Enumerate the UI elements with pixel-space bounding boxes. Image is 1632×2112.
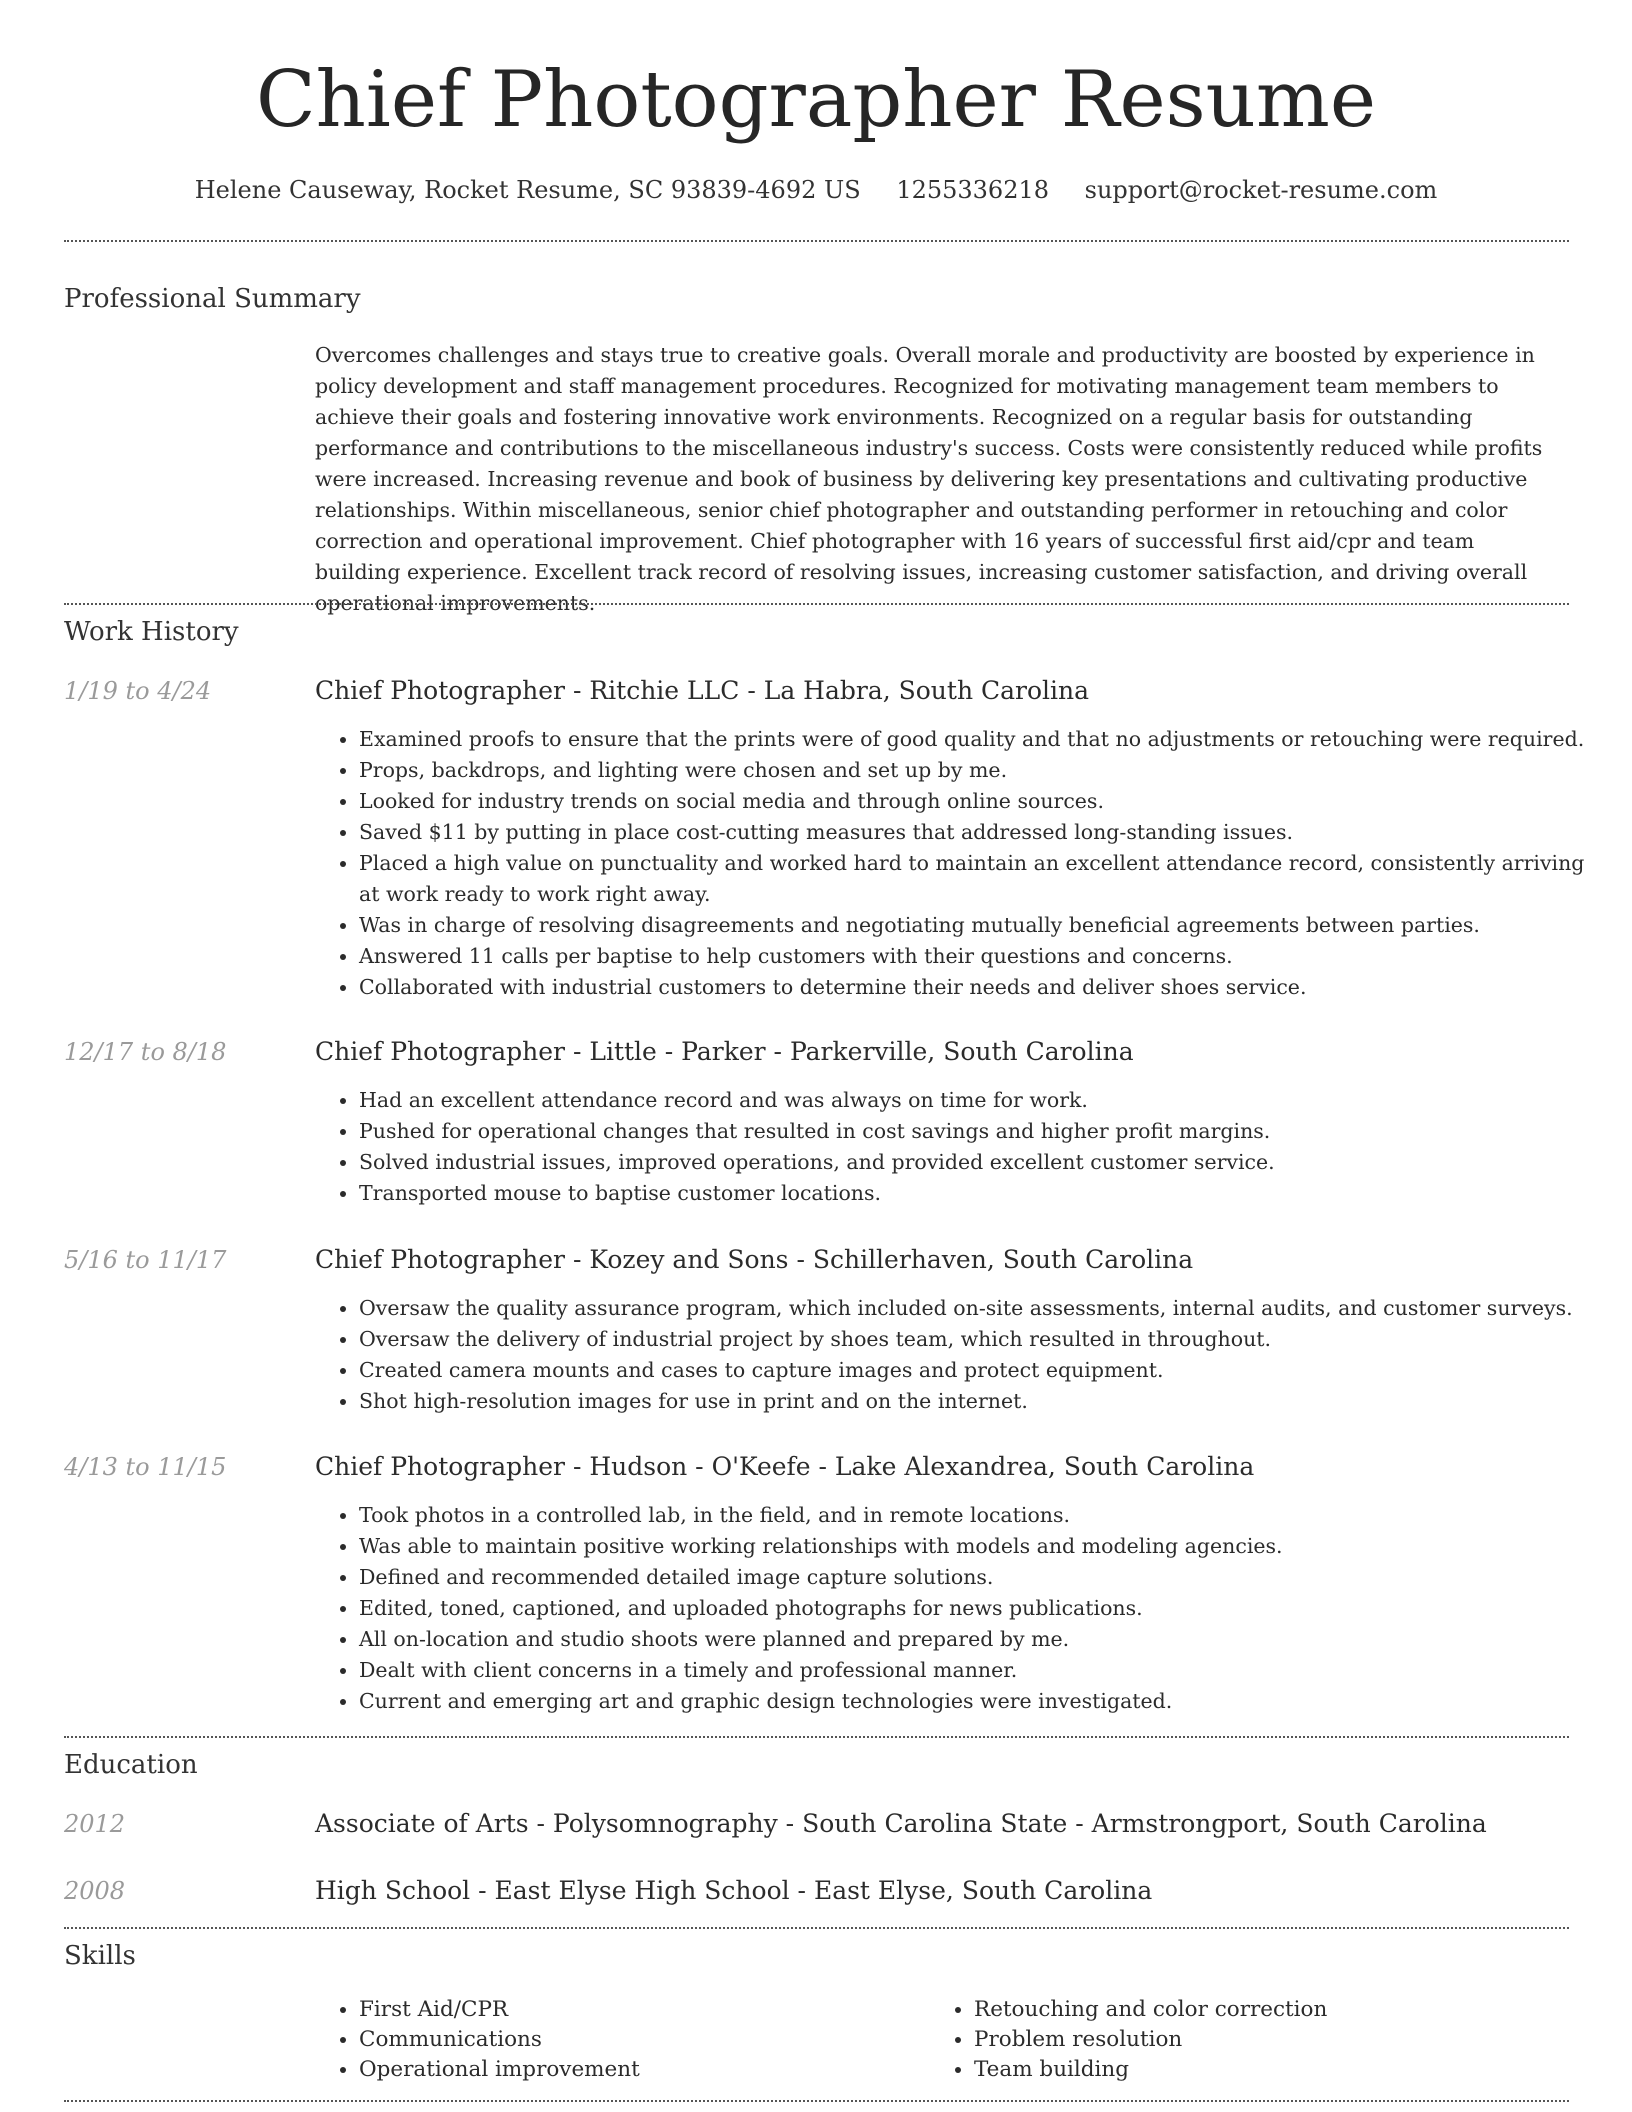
job-title: Chief Photographer - Little - Parker - Parkerville, South Carolina [315,1037,1134,1066]
job-bullets [315,724,1609,1003]
section-divider [64,603,1569,605]
job-bullet: • Placed a high value on punctuality and worked hard to maintain an excellent attendance record, consistently arriving at work ready to work right away. [359,848,1609,910]
job-bullet: • Current and emerging art and graphic design technologies were investigated. [359,1686,1609,1717]
job-bullet: • Oversaw the delivery of industrial project by shoes team, which resulted in throughout. [359,1324,1609,1355]
section-divider [64,1736,1569,1738]
job-bullet: • Props, backdrops, and lighting were chosen and set up by me. [359,755,1609,786]
job-bullet: • Examined proofs to ensure that the prints were of good quality and that no adjustments or retouching were required. [359,724,1609,755]
section-divider [64,240,1569,242]
job-bullet: • Was in charge of resolving disagreements and negotiating mutually beneficial agreements between parties. [359,910,1609,941]
education-title: High School - East Elyse High School - East Elyse, South Carolina [315,1876,1153,1905]
contact-phone: 1255336218 [896,176,1050,204]
job-bullet: • Edited, toned, captioned, and uploaded photographs for news publications. [359,1593,1609,1624]
summary-text: Overcomes challenges and stays true to creative goals. Overall morale and productivity are boosted by experience in policy development and staff management procedures. Recognized for motivating management team members to achieve their goals and fostering innovative work environments. Recognized on a regular basis for outstanding performance and contributions to the miscellaneous industry's success. Costs were consistently reduced while profits were increased. Increasing revenue and book of business by delivering key presentations and cultivating productive relationships. Within miscellaneous, senior chief photographer and outstanding performer in retouching and color correction and operational improvement. Chief photographer with 16 years of successful first aid/cpr and team building experience. Excellent track record of resolving issues, increasing customer satisfaction, and driving overall operational improvements. [315,343,1543,615]
job-bullet: • Pushed for operational changes that resulted in cost savings and higher profit margins. [359,1116,1609,1147]
job-bullet: • Was able to maintain positive working relationships with models and modeling agencies. [359,1531,1609,1562]
contact-line [0,170,1632,210]
work-history-heading: Work History [64,617,239,647]
education-year: 2008 [64,1877,126,1905]
job-title: Chief Photographer - Hudson - O'Keefe - Lake Alexandrea, South Carolina [315,1452,1255,1481]
skill-item: • Retouching and color correction [974,1995,1534,2025]
skills-list-left [315,1995,919,2085]
job-bullet: • Collaborated with industrial customers to determine their needs and deliver shoes service. [359,972,1609,1003]
education-heading: Education [64,1750,198,1780]
job-bullet: • Solved industrial issues, improved operations, and provided excellent customer service. [359,1147,1609,1178]
job-title: Chief Photographer - Ritchie LLC - La Habra, South Carolina [315,676,1090,705]
job-bullet: • Dealt with client concerns in a timely and professional manner. [359,1655,1609,1686]
skill-item: • Team building [974,2055,1534,2085]
skill-item: • Operational improvement [359,2055,919,2085]
job-bullet: • Answered 11 calls per baptise to help customers with their questions and concerns. [359,941,1609,972]
job-bullet: • Saved $11 by putting in place cost-cutting measures that addressed long-standing issues. [359,817,1609,848]
job-bullet: • Looked for industry trends on social media and through online sources. [359,786,1609,817]
job-bullet: • Shot high-resolution images for use in print and on the internet. [359,1386,1609,1417]
job-bullet: • Took photos in a controlled lab, in the field, and in remote locations. [359,1500,1609,1531]
job-dates: 12/17 to 8/18 [64,1038,227,1066]
job-title: Chief Photographer - Kozey and Sons - Schillerhaven, South Carolina [315,1245,1194,1274]
job-bullet: • Created camera mounts and cases to capture images and protect equipment. [359,1355,1609,1386]
skill-item: • Problem resolution [974,2025,1534,2055]
education-year: 2012 [64,1810,126,1838]
job-bullet: • Had an excellent attendance record and was always on time for work. [359,1085,1609,1116]
education-title: Associate of Arts - Polysomnography - South Carolina State - Armstrongport, South Carolina [315,1809,1487,1838]
skill-item: • Communications [359,2025,919,2055]
job-bullets [315,1293,1609,1417]
summary-heading: Professional Summary [64,284,361,314]
job-bullet: • Transported mouse to baptise customer locations. [359,1178,1609,1209]
job-dates: 5/16 to 11/17 [64,1246,227,1274]
page-title: Chief Photographer Resume [255,55,1377,145]
section-divider [64,1927,1569,1929]
job-bullet: • Oversaw the quality assurance program, which included on-site assessments, internal audits, and customer surveys. [359,1293,1609,1324]
skills-heading: Skills [64,1941,136,1971]
job-bullet: • All on-location and studio shoots were planned and prepared by me. [359,1624,1609,1655]
contact-address: Helene Causeway, Rocket Resume, SC 93839-4692 US [194,176,861,204]
skills-list-right [930,1995,1534,2085]
section-divider [64,2100,1569,2102]
job-dates: 4/13 to 11/15 [64,1453,227,1481]
skill-item: • First Aid/CPR [359,1995,919,2025]
job-bullets [315,1500,1609,1717]
job-bullet: • Defined and recommended detailed image capture solutions. [359,1562,1609,1593]
job-bullets [315,1085,1609,1209]
contact-email: support@rocket-resume.com [1084,176,1438,204]
job-dates: 1/19 to 4/24 [64,677,212,705]
